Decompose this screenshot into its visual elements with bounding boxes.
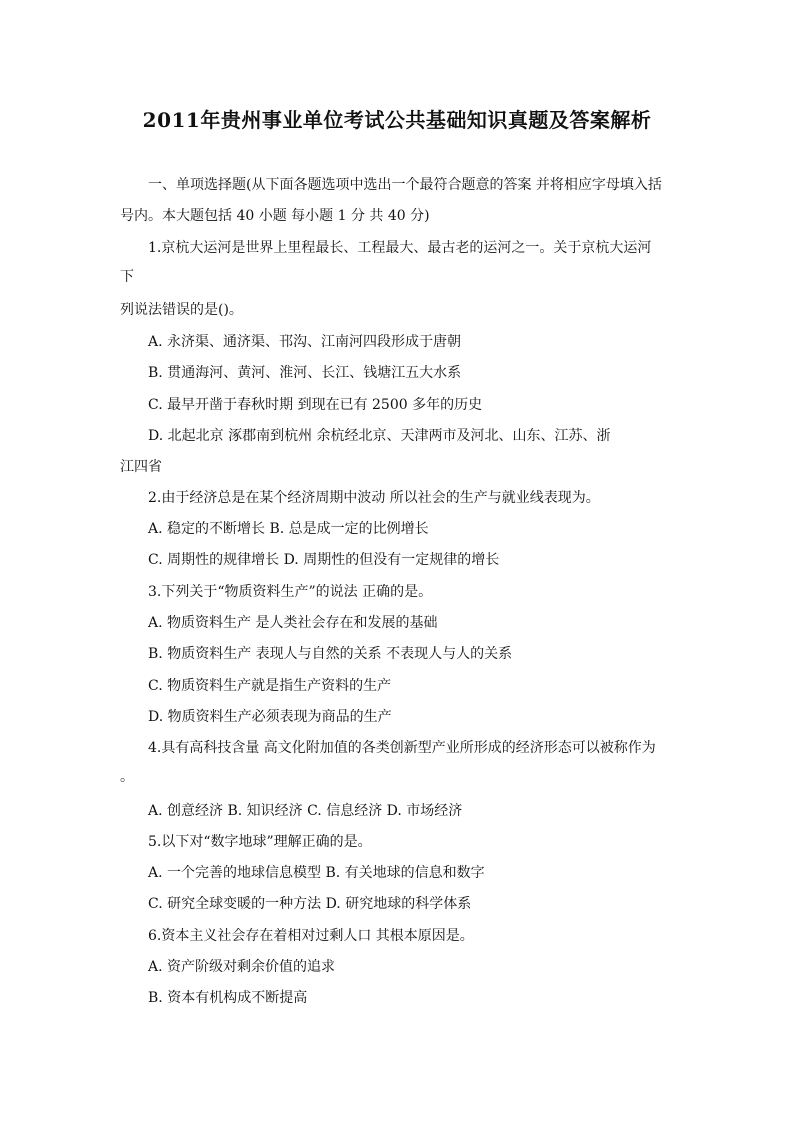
- question-5-options-ab: A. 一个完善的地球信息模型 B. 有关地球的信息和数字: [148, 865, 485, 881]
- question-2-options-cd: C. 周期性的规律增长 D. 周期性的但没有一定规律的增长: [148, 552, 500, 568]
- question-1-option-d: D. 北起北京 涿郡南到杭州 余杭经北京、天津两市及河北、山东、江苏、浙: [148, 428, 611, 444]
- question-1-stem-wrap: 下: [120, 269, 134, 285]
- question-3-option-a: A. 物质资料生产 是人类社会存在和发展的基础: [148, 615, 438, 631]
- question-5-options-cd: C. 研究全球变暖的一种方法 D. 研究地球的科学体系: [148, 896, 472, 912]
- question-1-option-b: B. 贯通海河、黄河、淮河、长江、钱塘江五大水系: [148, 365, 462, 381]
- question-5-stem: 5.以下对“数字地球”理解正确的是。: [148, 834, 372, 850]
- question-2-stem: 2.由于经济总是在某个经济周期中波动 所以社会的生产与就业线表现为。: [148, 490, 600, 506]
- question-6-stem: 6.资本主义社会存在着相对过剩人口 其根本原因是。: [148, 928, 474, 944]
- question-3-option-d: D. 物质资料生产必须表现为商品的生产: [148, 709, 392, 725]
- question-3-option-c: C. 物质资料生产就是指生产资料的生产: [148, 678, 392, 694]
- question-4-stem: 4.具有高科技含量 高文化附加值的各类创新型产业所形成的经济形态可以被称作为: [148, 740, 656, 756]
- question-1-option-d-wrap: 江四省: [120, 459, 162, 475]
- question-1-option-c: C. 最早开凿于春秋时期 到现在已有 2500 多年的历史: [148, 397, 483, 413]
- question-6-option-a: A. 资产阶级对剩余价值的追求: [148, 959, 336, 975]
- question-2-options-ab: A. 稳定的不断增长 B. 总是成一定的比例增长: [148, 521, 429, 537]
- question-1-stem-end: 列说法错误的是()。: [120, 302, 243, 318]
- question-3-stem: 3.下列关于“物质资料生产”的说法 正确的是。: [148, 584, 433, 600]
- question-1-option-a: A. 永济渠、通济渠、邗沟、江南河四段形成于唐朝: [148, 334, 462, 350]
- question-3-option-b: B. 物质资料生产 表现人与自然的关系 不表现人与人的关系: [148, 646, 513, 662]
- document-title: 2011年贵州事业单位考试公共基础知识真题及答案解析: [142, 108, 652, 132]
- question-4-options: A. 创意经济 B. 知识经济 C. 信息经济 D. 市场经济: [148, 803, 463, 819]
- question-1-stem: 1.京杭大运河是世界上里程最长、工程最大、最古老的运河之一。关于京杭大运河: [148, 240, 652, 256]
- section-intro-line-1: 一、单项选择题(从下面各题选项中选出一个最符合题意的答案 并将相应字母填入括: [148, 177, 662, 193]
- question-6-option-b: B. 资本有机构成不断提高: [148, 990, 308, 1006]
- question-4-stem-end: 。: [120, 769, 134, 785]
- section-intro-line-2: 号内。本大题包括 40 小题 每小题 1 分 共 40 分): [120, 208, 430, 224]
